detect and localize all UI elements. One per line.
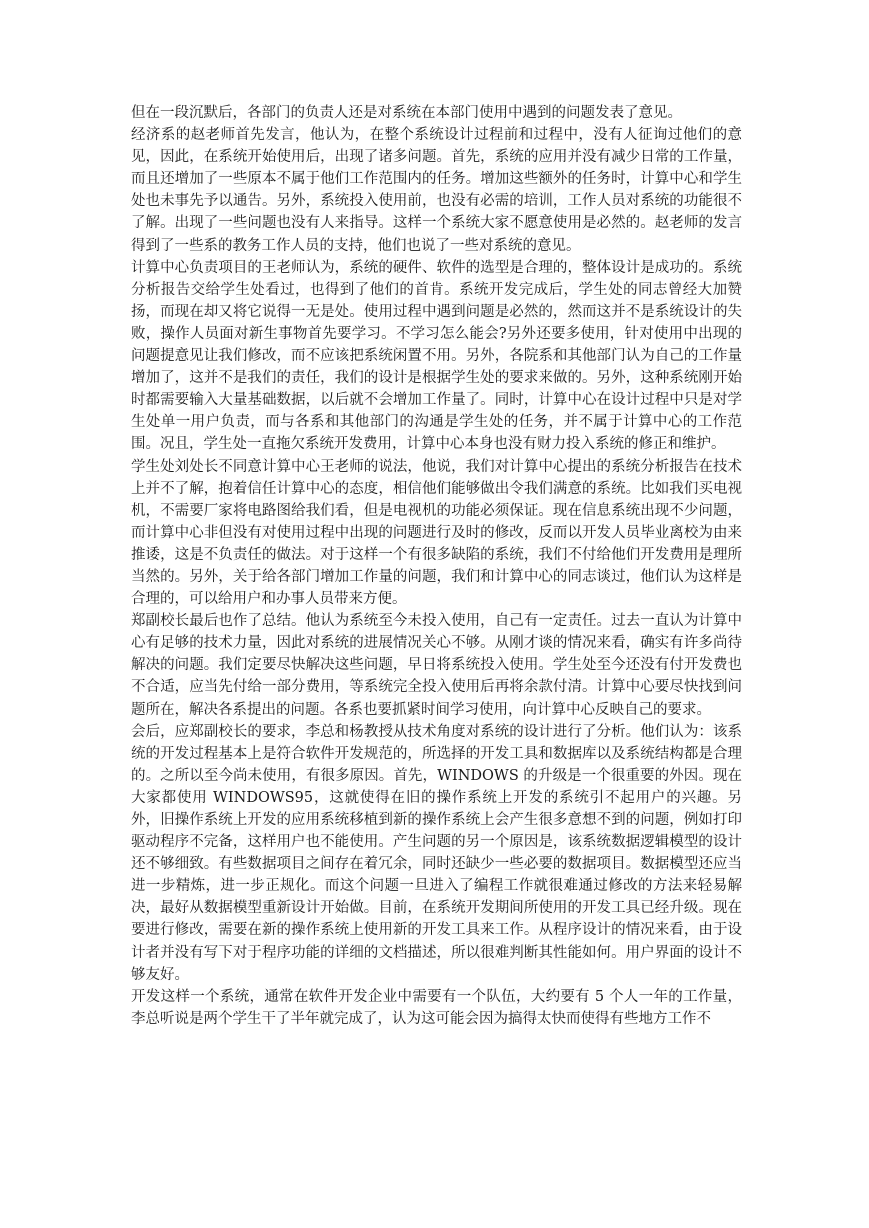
paragraph-liu-opinion: 学生处刘处长不同意计算中心王老师的说法，他说，我们对计算中心提出的系统分析报告在技术上并不了解，抱着信任计算中心的态度，相信他们能够做出令我们满意的系统。比如我们买电视机，不需要厂家将电路图给我们看，但是电视机的功能必须保证。现在信息系统出现不少问题，而计算中心非但没有对使用过程中出现的问题进行及时的修改，反而以开发人员毕业离校为由来推诿，这是不负责任的做法。对于这样一个有很多缺陷的系统，我们不付给他们开发费用是理所当然的。另外，关于给各部门增加工作量的问题，我们和计算中心的同志谈过，他们认为这样是合理的，可以给用户和办事人员带来方便。: [131, 458, 742, 608]
document-body: [131, 102, 742, 1030]
paragraph-technical-analysis: 会后，应郑副校长的要求，李总和杨教授从技术角度对系统的设计进行了分析。他们认为：该系统的开发过程基本上是符合软件开发规范的，所选择的开发工具和数据库以及系统结构都是合理的。之所以至今尚未使用，有很多原因。首先，WINDOWS 的升级是一个很重要的外因。现在大家都使用 WINDOWS95，这就使得在旧的操作系统上开发的系统引不起用户的兴趣。另外，旧操作系统上开发的应用系统移植到新的操作系统上会产生很多意想不到的问题，例如打印驱动程序不完备，这样用户也不能使用。产生问题的另一个原因是，该系统数据逻辑模型的设计还不够细致。有些数据项目之间存在着冗余，同时还缺少一些必要的数据项目。数据模型还应当进一步精炼，进一步正规化。而这个问题一旦进入了编程工作就很难通过修改的方法来轻易解决，最好从数据模型重新设计开始做。目前，在系统开发期间所使用的开发工具已经升级。现在要进行修改，需要在新的操作系统上使用新的开发工具来工作。从程序设计的情况来看，由于设计者并没有写下对于程序功能的详细的文档描述，所以很难判断其性能如何。用户界面的设计不够友好。: [131, 723, 742, 983]
paragraph-opening: 但在一段沉默后，各部门的负责人还是对系统在本部门使用中遇到的问题发表了意见。: [131, 105, 682, 121]
paragraph-zheng-summary: 郑副校长最后也作了总结。他认为系统至今未投入使用，自己有一定责任。过去一直认为计算中心有足够的技术力量，因此对系统的进展情况关心不够。从刚才谈的情况来看，确实有许多尚待解决的问题。我们定要尽快解决这些问题，早日将系统投入使用。学生处至今还没有付开发费也不合适，应当先付给一部分费用，等系统完全投入使用后再将余款付清。计算中心要尽快找到问题所在，解决各系提出的问题。各系也要抓紧时间学习使用，向计算中心反映自己的要求。: [131, 613, 742, 718]
paragraph-development-effort: 开发这样一个系统，通常在软件开发企业中需要有一个队伍，大约要有 5 个人一年的工作量，李总听说是两个学生干了半年就完成了，认为这可能会因为搞得太快而使得有些地方工作不: [131, 988, 742, 1027]
paragraph-zhao-opinion: 经济系的赵老师首先发言，他认为，在整个系统设计过程前和过程中，没有人征询过他们的意见，因此，在系统开始使用后，出现了诸多问题。首先，系统的应用并没有减少日常的工作量，而且还增加了一些原本不属于他们工作范围内的任务。增加这些额外的任务时，计算中心和学生处也未事先予以通告。另外，系统投入使用前，也没有必需的培训，工作人员对系统的功能很不了解。出现了一些问题也没有人来指导。这样一个系统大家不愿意使用是必然的。赵老师的发言得到了一些系的教务工作人员的支持，他们也说了一些对系统的意见。: [131, 127, 742, 254]
paragraph-wang-opinion: 计算中心负责项目的王老师认为，系统的硬件、软件的选型是合理的，整体设计是成功的。系统分析报告交给学生处看过，也得到了他们的首肯。系统开发完成后，学生处的同志曾经大加赞扬，而现在却又将它说得一无是处。使用过程中遇到问题是必然的，然而这并不是系统设计的失败，操作人员面对新生事物首先要学习。不学习怎么能会?另外还要多使用，针对使用中出现的问题提意见让我们修改，而不应该把系统闲置不用。另外，各院系和其他部门认为自己的工作量增加了，这并不是我们的责任，我们的设计是根据学生处的要求来做的。另外，这种系统刚开始时都需要输入大量基础数据，以后就不会增加工作量了。同时，计算中心在设计过程中只是对学生处单一用户负责，而与各系和其他部门的沟通是学生处的任务，并不属于计算中心的工作范围。况且，学生处一直拖欠系统开发费用，计算中心本身也没有财力投入系统的修正和维护。: [131, 259, 742, 453]
